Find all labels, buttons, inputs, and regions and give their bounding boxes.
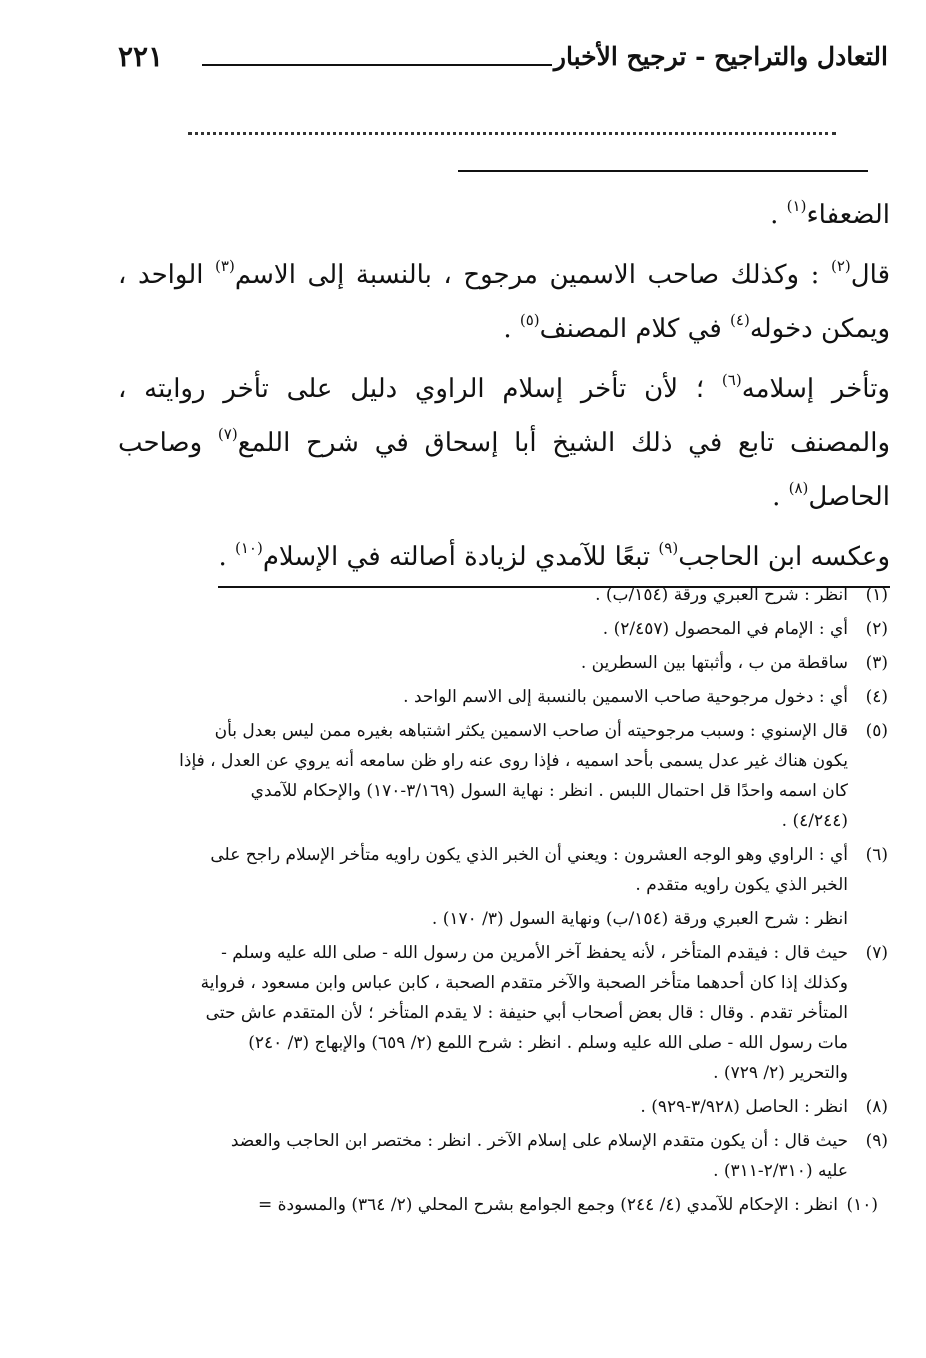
- footnote-8: (٨) انظر : الحاصل (٣/٩٢٨-٩٢٩) .: [126, 1092, 888, 1122]
- footnote-7: (٧) حيث قال : فيقدم المتأخر ، لأنه يحفظ آخر الأمرين من رسول الله - صلى الله عليه وسلم - وكذلك إذا كان أحدهما متأخر الصحبة والآخر متقدم الصحبة ، كابن عباس وابن مسعود ، فرواية المتأخر تقدم . وقال : قال بعض أصحاب أبي حنيفة : لا يقدم المتأخر ؛ لأن المتقدم عاش حتى مات رسول الله - صلى الله عليه وسلم . انظر : شرح اللمع (٢/ ٦٥٩) والإبهاج (٣/ ٢٤٠) والتحرير (٢/ ٧٢٩) .: [126, 938, 888, 1088]
- footnote-ref: (١): [786, 197, 807, 215]
- footnote-number: (٨): [865, 1097, 888, 1117]
- running-title: التعادل والتراجيح - ترجيح الأخبار: [553, 42, 888, 71]
- footnote-6: (٦) أي : الراوي وهو الوجه العشرون : ويعني أن الخبر الذي يكون راويه متأخر الإسلام راجح على الخبر الذي يكون راويه متقدم .: [126, 840, 888, 900]
- footnote-number: [848, 904, 888, 934]
- footnote-ref: (٤): [730, 311, 750, 329]
- main-text: [118, 188, 890, 594]
- footnote-1: (١) انظر : شرح العبري ورقة (١٥٤/ب) .: [126, 580, 888, 610]
- footnote-3: (٣) ساقطة من ب ، وأثبتها بين السطرين .: [126, 648, 888, 678]
- paragraph-4: وعكسه ابن الحاجب$^{(٩)}$ تبعًا للآمدي لزيادة أصالته في الإسلام$^{(١٠)}$ .: [218, 530, 890, 588]
- footnote-number: (٧): [865, 943, 888, 963]
- page-number: ٢٢١: [118, 40, 164, 73]
- footnote-ref: (٢): [830, 257, 851, 275]
- footnote-number: (٦): [865, 845, 888, 865]
- paragraph-2: قال$^{(٢)}$ : وكذلك صاحب الاسمين مرجوح ، بالنسبة إلى الاسم$^{(٣)}$ الواحد ، ويمكن دخوله$^{(٤)}$ في كلام المصنف$^{(٥)}$ .: [118, 257, 890, 344]
- footnote-6-continued: انظر : شرح العبري ورقة (١٥٤/ب) ونهاية السول (٣/ ١٧٠) .: [126, 904, 888, 934]
- footnote-ref: (٧): [217, 425, 238, 443]
- footnote-ref: (٩): [658, 539, 679, 557]
- footnote-2: (٢) أي : الإمام في المحصول (٢/٤٥٧) .: [126, 614, 888, 644]
- footnote-5: (٥) قال الإسنوي : وسبب مرجوحيته أن صاحب الاسمين يكثر اشتباهه بغيره ممن ليس بعدل بأن يكون هناك غير عدل يسمى بأحد اسميه ، فإذا روى عنه راو ظن سامعه أنه يروي عن العدل ، فإذا كان اسمه واحدًا قل احتمال اللبس . انظر : نهاية السول (٣/١٦٩-١٧٠) والإحكام للآمدي (٤/٢٤٤) .: [126, 716, 888, 836]
- footnote-10: (١٠) انظر : الإحكام للآمدي (٤/ ٢٤٤) وجمع الجوامع بشرح المحلي (٢/ ٣٦٤) والمسودة =: [126, 1190, 888, 1220]
- footnote-ref: (١٠): [234, 539, 263, 557]
- footnote-number: (٣): [865, 653, 888, 673]
- footnote-number: (١): [865, 585, 888, 605]
- paragraph-3: وتأخر إسلامه$^{(٦)}$ ؛ لأن تأخر إسلام الراوي دليل على تأخر روايته ، والمصنف تابع في ذلك الشيخ أبا إسحاق في شرح اللمع$^{(٧)}$ وصاحب الحاصل$^{(٨)}$ .: [118, 371, 891, 512]
- footnotes: [126, 580, 888, 1224]
- page-header: [118, 40, 888, 80]
- footnote-4: (٤) أي : دخول مرجوحية صاحب الاسمين بالنسبة إلى الاسم الواحد .: [126, 682, 888, 712]
- footnote-number: (٩): [865, 1131, 888, 1151]
- header-rule: [202, 64, 552, 66]
- dotted-separator: [188, 132, 836, 135]
- footnote-number: (٤): [865, 687, 888, 707]
- section-rule: [458, 170, 868, 172]
- paragraph-1: الضعفاء$^{(١)}$ .: [770, 197, 890, 230]
- footnote-ref: (٨): [788, 479, 809, 497]
- footnote-ref: (٣): [215, 257, 235, 275]
- footnote-number: (٢): [865, 619, 888, 639]
- footnote-ref: (٦): [721, 371, 742, 389]
- footnote-ref: (٥): [519, 311, 540, 329]
- footnote-number: (٥): [865, 721, 888, 741]
- footnote-9: (٩) حيث قال : أن يكون متقدم الإسلام على إسلام الآخر . انظر : مختصر ابن الحاجب والعضد عليه (٢/٣١٠-٣١١) .: [126, 1126, 888, 1186]
- footnote-number: (١٠): [846, 1195, 878, 1215]
